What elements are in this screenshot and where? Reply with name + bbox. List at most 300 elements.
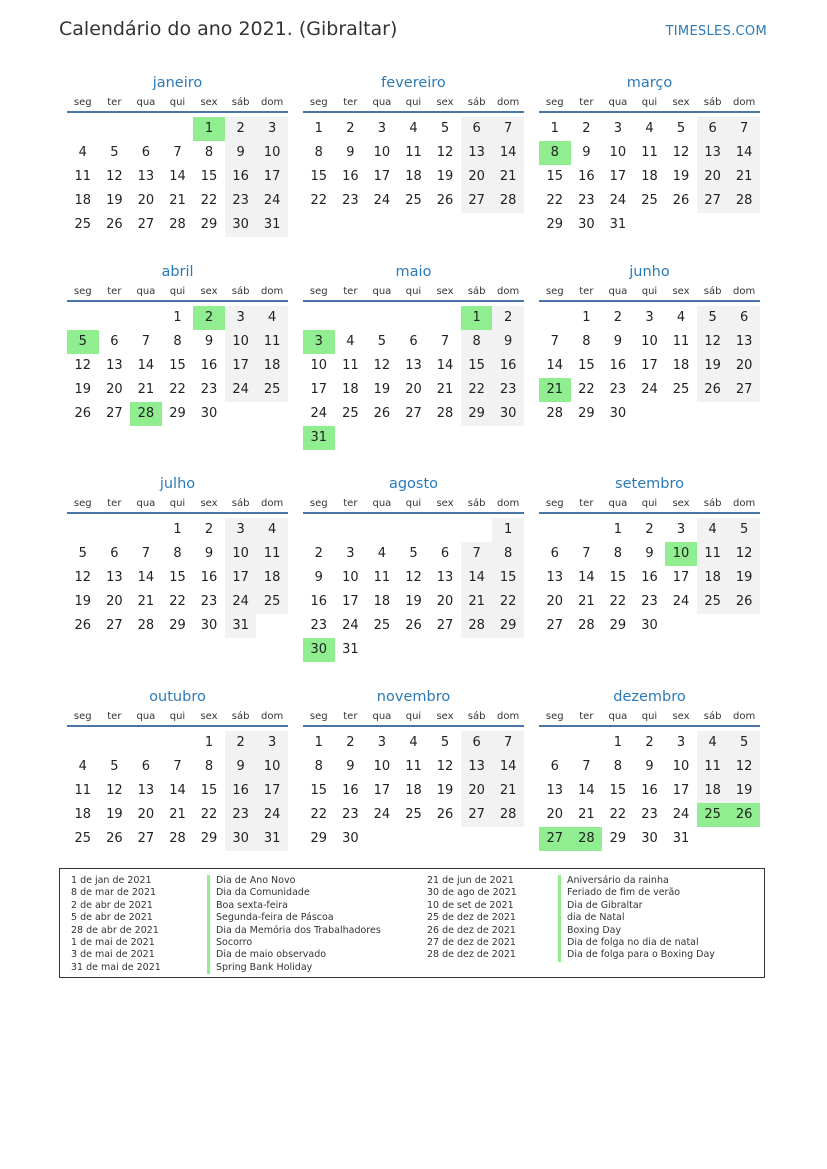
day-cell: 31 xyxy=(225,614,257,638)
day-cell: 31 xyxy=(609,217,627,232)
day-cell: 11 xyxy=(641,145,658,160)
day-cell: 24 xyxy=(373,807,391,822)
day-cell: 2 xyxy=(613,310,623,325)
day-cell: 30 xyxy=(641,831,658,846)
legend-dates-right xyxy=(427,875,517,962)
day-cell: 1 xyxy=(173,522,182,537)
day-cell: 12 xyxy=(106,783,123,798)
day-cell: 4 xyxy=(409,121,418,136)
legend-holiday-name: Boxing Day xyxy=(558,925,715,937)
month-title: fevereiro xyxy=(381,75,446,91)
day-cell: 30 xyxy=(200,618,218,633)
day-cell: 4 xyxy=(346,334,355,349)
weekday-label: seg xyxy=(545,498,564,509)
days-grid xyxy=(67,306,288,426)
day-cell: 2 xyxy=(225,117,257,141)
day-cell: 24 xyxy=(641,382,658,397)
day-cell: 7 xyxy=(141,546,151,561)
month-agosto xyxy=(303,473,524,662)
holiday-day-cell: 27 xyxy=(539,827,571,851)
day-cell: 14 xyxy=(492,141,524,165)
legend-date: 21 de jun de 2021 xyxy=(427,875,514,886)
day-cell: 18 xyxy=(256,354,288,378)
day-cell: 16 xyxy=(641,570,658,585)
weekday-header xyxy=(303,708,524,727)
day-cell: 14 xyxy=(728,141,760,165)
day-cell: 27 xyxy=(137,217,155,232)
weekday-label: dom xyxy=(733,97,756,108)
empty-cell xyxy=(539,306,571,330)
day-cell: 8 xyxy=(204,145,214,160)
month-março xyxy=(539,72,760,237)
weekday-label: sex xyxy=(436,711,454,722)
month-title: agosto xyxy=(388,476,439,492)
legend-holiday-name: Dia de Ano Novo xyxy=(207,875,381,887)
day-cell: 15 xyxy=(578,358,595,373)
day-cell: 14 xyxy=(578,570,595,585)
day-cell: 23 xyxy=(200,382,218,397)
days-grid xyxy=(67,731,288,851)
day-cell: 27 xyxy=(461,189,493,213)
day-cell: 14 xyxy=(461,566,493,590)
day-cell: 27 xyxy=(106,618,123,633)
day-cell: 18 xyxy=(405,783,422,798)
day-cell: 20 xyxy=(461,165,493,189)
day-cell: 2 xyxy=(346,735,355,750)
holiday-day-cell: 28 xyxy=(130,402,162,426)
day-cell: 27 xyxy=(461,803,493,827)
weekday-header xyxy=(67,283,288,302)
day-cell: 15 xyxy=(169,570,186,585)
day-cell: 15 xyxy=(461,354,493,378)
day-cell: 13 xyxy=(461,755,493,779)
day-cell: 3 xyxy=(676,735,686,750)
legend-holiday-name: Dia da Comunidade xyxy=(207,887,381,899)
weekday-label: qui xyxy=(405,711,422,722)
day-cell: 19 xyxy=(728,566,760,590)
day-cell: 17 xyxy=(310,382,328,397)
day-cell: 19 xyxy=(697,354,729,378)
day-cell: 16 xyxy=(609,358,627,373)
day-cell: 5 xyxy=(377,334,387,349)
weekday-label: sáb xyxy=(467,97,486,108)
weekday-header xyxy=(539,283,760,302)
empty-cell xyxy=(335,518,367,542)
day-cell: 6 xyxy=(697,117,729,141)
day-cell: 23 xyxy=(609,382,627,397)
day-cell: 23 xyxy=(310,618,328,633)
day-cell: 25 xyxy=(74,217,92,232)
day-cell: 21 xyxy=(137,594,155,609)
weekday-label: seg xyxy=(73,498,92,509)
day-cell: 12 xyxy=(373,358,391,373)
holiday-day-cell: 2 xyxy=(193,306,225,330)
day-cell: 29 xyxy=(200,217,218,232)
day-cell: 17 xyxy=(672,783,690,798)
day-cell: 26 xyxy=(106,831,123,846)
day-cell: 25 xyxy=(373,618,391,633)
day-cell: 22 xyxy=(200,807,218,822)
day-cell: 22 xyxy=(578,382,595,397)
day-cell: 15 xyxy=(609,783,627,798)
days-grid xyxy=(539,518,760,638)
day-cell: 18 xyxy=(373,594,391,609)
weekday-label: sex xyxy=(672,498,690,509)
day-cell: 23 xyxy=(578,193,595,208)
day-cell: 3 xyxy=(256,731,288,755)
days-grid xyxy=(303,117,524,213)
day-cell: 2 xyxy=(346,121,355,136)
day-cell: 14 xyxy=(169,169,186,184)
legend-holiday-name: Socorro xyxy=(207,937,381,949)
day-cell: 24 xyxy=(310,406,328,421)
day-cell: 21 xyxy=(137,382,155,397)
day-cell: 5 xyxy=(110,759,119,774)
day-cell: 25 xyxy=(256,378,288,402)
weekday-label: dom xyxy=(261,498,284,509)
day-cell: 18 xyxy=(74,193,92,208)
weekday-label: qui xyxy=(169,97,186,108)
weekday-label: sex xyxy=(436,286,454,297)
day-cell: 27 xyxy=(697,189,729,213)
day-cell: 17 xyxy=(373,783,391,798)
holiday-day-cell: 10 xyxy=(665,542,697,566)
day-cell: 4 xyxy=(256,306,288,330)
month-setembro xyxy=(539,473,760,638)
days-grid xyxy=(67,518,288,638)
day-cell: 2 xyxy=(645,735,654,750)
empty-cell xyxy=(335,306,367,330)
day-cell: 11 xyxy=(697,542,729,566)
day-cell: 6 xyxy=(550,759,559,774)
day-cell: 31 xyxy=(256,827,288,851)
day-cell: 16 xyxy=(342,783,359,798)
day-cell: 24 xyxy=(225,590,257,614)
day-cell: 11 xyxy=(405,759,422,774)
weekday-label: qua xyxy=(136,498,156,509)
day-cell: 8 xyxy=(613,546,623,561)
weekday-label: qua xyxy=(372,711,392,722)
weekday-label: sáb xyxy=(231,97,250,108)
day-cell: 28 xyxy=(169,831,186,846)
month-title: março xyxy=(626,75,673,91)
day-cell: 2 xyxy=(314,546,323,561)
day-cell: 30 xyxy=(609,406,627,421)
empty-cell xyxy=(429,518,461,542)
legend-holiday-name: Dia de folga no dia de natal xyxy=(558,937,715,949)
empty-cell xyxy=(366,518,398,542)
weekday-label: dom xyxy=(261,286,284,297)
weekday-label: dom xyxy=(733,711,756,722)
day-cell: 13 xyxy=(697,141,729,165)
day-cell: 5 xyxy=(78,546,87,561)
day-cell: 26 xyxy=(728,590,760,614)
day-cell: 8 xyxy=(314,759,323,774)
weekday-header xyxy=(303,283,524,302)
day-cell: 19 xyxy=(436,169,454,184)
days-grid xyxy=(303,306,524,450)
weekday-label: qua xyxy=(608,97,628,108)
day-cell: 27 xyxy=(546,618,564,633)
day-cell: 27 xyxy=(436,618,454,633)
empty-cell xyxy=(539,731,571,755)
day-cell: 14 xyxy=(492,755,524,779)
month-julho xyxy=(67,473,288,638)
weekday-header xyxy=(303,94,524,113)
weekday-label: qua xyxy=(608,286,628,297)
day-cell: 25 xyxy=(405,193,422,208)
weekday-label: qua xyxy=(608,711,628,722)
day-cell: 28 xyxy=(461,614,493,638)
day-cell: 9 xyxy=(645,546,654,561)
month-junho xyxy=(539,261,760,426)
day-cell: 30 xyxy=(225,827,257,851)
day-cell: 7 xyxy=(550,334,559,349)
month-fevereiro xyxy=(303,72,524,213)
day-cell: 13 xyxy=(137,169,155,184)
legend-holiday-name: Dia de Gibraltar xyxy=(558,900,715,912)
day-cell: 17 xyxy=(373,169,391,184)
day-cell: 16 xyxy=(200,358,218,373)
legend-holiday-name: Dia da Memória dos Trabalhadores xyxy=(207,925,381,937)
day-cell: 7 xyxy=(582,759,591,774)
day-cell: 11 xyxy=(373,570,391,585)
weekday-label: qui xyxy=(405,97,422,108)
day-cell: 31 xyxy=(342,642,359,657)
day-cell: 8 xyxy=(461,330,493,354)
day-cell: 25 xyxy=(641,193,658,208)
legend-date: 8 de mar de 2021 xyxy=(71,887,157,899)
day-cell: 12 xyxy=(728,755,760,779)
empty-cell xyxy=(398,518,430,542)
brand-link[interactable]: TIMESLES.COM xyxy=(665,24,767,39)
day-cell: 4 xyxy=(645,121,654,136)
empty-cell xyxy=(67,306,99,330)
day-cell: 11 xyxy=(256,542,288,566)
day-cell: 21 xyxy=(169,807,186,822)
legend-dates-left xyxy=(71,875,161,974)
day-cell: 9 xyxy=(492,330,524,354)
day-cell: 21 xyxy=(578,807,595,822)
weekday-label: qui xyxy=(641,711,658,722)
day-cell: 31 xyxy=(256,213,288,237)
weekday-label: ter xyxy=(107,498,122,509)
day-cell: 29 xyxy=(609,618,627,633)
day-cell: 26 xyxy=(697,378,729,402)
day-cell: 8 xyxy=(613,759,623,774)
legend-holiday-name: Dia de folga para o Boxing Day xyxy=(558,949,715,961)
day-cell: 20 xyxy=(546,594,564,609)
day-cell: 13 xyxy=(546,570,564,585)
empty-cell xyxy=(571,731,603,755)
empty-cell xyxy=(67,731,99,755)
legend-date: 10 de set de 2021 xyxy=(427,899,514,911)
legend-date: 31 de mai de 2021 xyxy=(71,961,161,973)
month-outubro xyxy=(67,686,288,851)
day-cell: 26 xyxy=(405,618,422,633)
weekday-label: qui xyxy=(169,711,186,722)
day-cell: 20 xyxy=(728,354,760,378)
weekday-label: qua xyxy=(136,286,156,297)
month-title: outubro xyxy=(149,689,206,705)
day-cell: 26 xyxy=(74,618,92,633)
day-cell: 10 xyxy=(256,755,288,779)
day-cell: 14 xyxy=(436,358,454,373)
day-cell: 24 xyxy=(256,803,288,827)
day-cell: 7 xyxy=(141,334,151,349)
weekday-label: sex xyxy=(200,286,218,297)
empty-cell xyxy=(67,117,99,141)
day-cell: 24 xyxy=(672,807,690,822)
weekday-label: qui xyxy=(641,498,658,509)
day-cell: 5 xyxy=(728,731,760,755)
day-cell: 14 xyxy=(169,783,186,798)
weekday-label: sáb xyxy=(467,286,486,297)
day-cell: 9 xyxy=(645,759,654,774)
legend-date: 28 de abr de 2021 xyxy=(71,924,159,936)
day-cell: 10 xyxy=(225,542,257,566)
day-cell: 11 xyxy=(74,783,92,798)
month-title: julho xyxy=(159,476,196,492)
weekday-label: seg xyxy=(545,286,564,297)
legend-holiday-name: Segunda-feira de Páscoa xyxy=(207,912,381,924)
day-cell: 9 xyxy=(204,546,214,561)
weekday-label: sex xyxy=(672,711,690,722)
day-cell: 6 xyxy=(110,334,119,349)
days-grid xyxy=(303,731,524,851)
day-cell: 1 xyxy=(582,310,591,325)
day-cell: 7 xyxy=(582,546,591,561)
weekday-label: dom xyxy=(261,711,284,722)
day-cell: 8 xyxy=(582,334,591,349)
day-cell: 18 xyxy=(672,358,690,373)
day-cell: 19 xyxy=(74,382,92,397)
day-cell: 1 xyxy=(613,522,623,537)
day-cell: 20 xyxy=(137,193,155,208)
day-cell: 28 xyxy=(492,189,524,213)
weekday-header xyxy=(303,495,524,514)
day-cell: 24 xyxy=(256,189,288,213)
weekday-label: sáb xyxy=(703,97,722,108)
holiday-day-cell: 31 xyxy=(303,426,335,450)
legend-date: 5 de abr de 2021 xyxy=(71,912,153,924)
legend-date: 30 de ago de 2021 xyxy=(427,887,517,899)
weekday-label: seg xyxy=(73,286,92,297)
legend-holiday-name: Feriado de fim de verão xyxy=(558,887,715,899)
day-cell: 17 xyxy=(342,594,359,609)
day-cell: 16 xyxy=(310,594,328,609)
day-cell: 27 xyxy=(106,406,123,421)
day-cell: 9 xyxy=(346,759,355,774)
day-cell: 14 xyxy=(137,570,155,585)
day-cell: 7 xyxy=(492,731,524,755)
weekday-label: sex xyxy=(200,711,218,722)
holiday-legend xyxy=(59,868,765,978)
weekday-label: qui xyxy=(169,498,186,509)
day-cell: 3 xyxy=(613,121,623,136)
day-cell: 29 xyxy=(578,406,595,421)
weekday-label: seg xyxy=(73,97,92,108)
day-cell: 4 xyxy=(676,310,686,325)
day-cell: 1 xyxy=(492,518,524,542)
days-grid xyxy=(539,731,760,851)
day-cell: 3 xyxy=(676,522,686,537)
day-cell: 10 xyxy=(641,334,658,349)
day-cell: 30 xyxy=(492,402,524,426)
day-cell: 15 xyxy=(200,783,218,798)
day-cell: 13 xyxy=(106,358,123,373)
legend-holiday-name: Aniversário da rainha xyxy=(558,875,715,887)
holiday-day-cell: 28 xyxy=(571,827,603,851)
weekday-label: ter xyxy=(107,286,122,297)
day-cell: 13 xyxy=(728,330,760,354)
day-cell: 10 xyxy=(373,759,391,774)
empty-cell xyxy=(67,518,99,542)
month-title: abril xyxy=(161,264,194,280)
empty-cell xyxy=(429,306,461,330)
day-cell: 30 xyxy=(200,406,218,421)
day-cell: 14 xyxy=(546,358,564,373)
weekday-label: ter xyxy=(579,498,594,509)
day-cell: 1 xyxy=(314,121,323,136)
day-cell: 17 xyxy=(641,358,658,373)
day-cell: 28 xyxy=(137,618,155,633)
day-cell: 12 xyxy=(436,145,454,160)
day-cell: 17 xyxy=(225,354,257,378)
day-cell: 16 xyxy=(578,169,595,184)
day-cell: 12 xyxy=(728,542,760,566)
day-cell: 18 xyxy=(342,382,359,397)
day-cell: 22 xyxy=(310,193,328,208)
day-cell: 23 xyxy=(641,807,658,822)
day-cell: 16 xyxy=(342,169,359,184)
weekday-label: qui xyxy=(641,97,658,108)
day-cell: 11 xyxy=(74,169,92,184)
day-cell: 7 xyxy=(492,117,524,141)
day-cell: 26 xyxy=(74,406,92,421)
weekday-label: sáb xyxy=(703,711,722,722)
day-cell: 1 xyxy=(173,310,182,325)
day-cell: 20 xyxy=(461,779,493,803)
day-cell: 7 xyxy=(173,759,182,774)
day-cell: 23 xyxy=(342,193,359,208)
day-cell: 20 xyxy=(697,165,729,189)
weekday-header xyxy=(67,94,288,113)
weekday-label: ter xyxy=(579,286,594,297)
page-title: Calendário do ano 2021. (Gibraltar) xyxy=(59,18,398,40)
month-dezembro xyxy=(539,686,760,851)
day-cell: 2 xyxy=(225,731,257,755)
weekday-label: dom xyxy=(733,286,756,297)
day-cell: 4 xyxy=(697,518,729,542)
day-cell: 21 xyxy=(492,779,524,803)
weekday-label: ter xyxy=(343,498,358,509)
empty-cell xyxy=(398,306,430,330)
weekday-header xyxy=(539,94,760,113)
weekday-label: sáb xyxy=(703,498,722,509)
day-cell: 28 xyxy=(492,803,524,827)
day-cell: 21 xyxy=(728,165,760,189)
day-cell: 5 xyxy=(110,145,119,160)
weekday-label: sáb xyxy=(231,286,250,297)
weekday-label: qua xyxy=(136,711,156,722)
day-cell: 26 xyxy=(373,406,391,421)
day-cell: 9 xyxy=(613,334,623,349)
legend-holiday-name: dia de Natal xyxy=(558,912,715,924)
day-cell: 30 xyxy=(578,217,595,232)
day-cell: 22 xyxy=(169,594,186,609)
day-cell: 12 xyxy=(436,759,454,774)
